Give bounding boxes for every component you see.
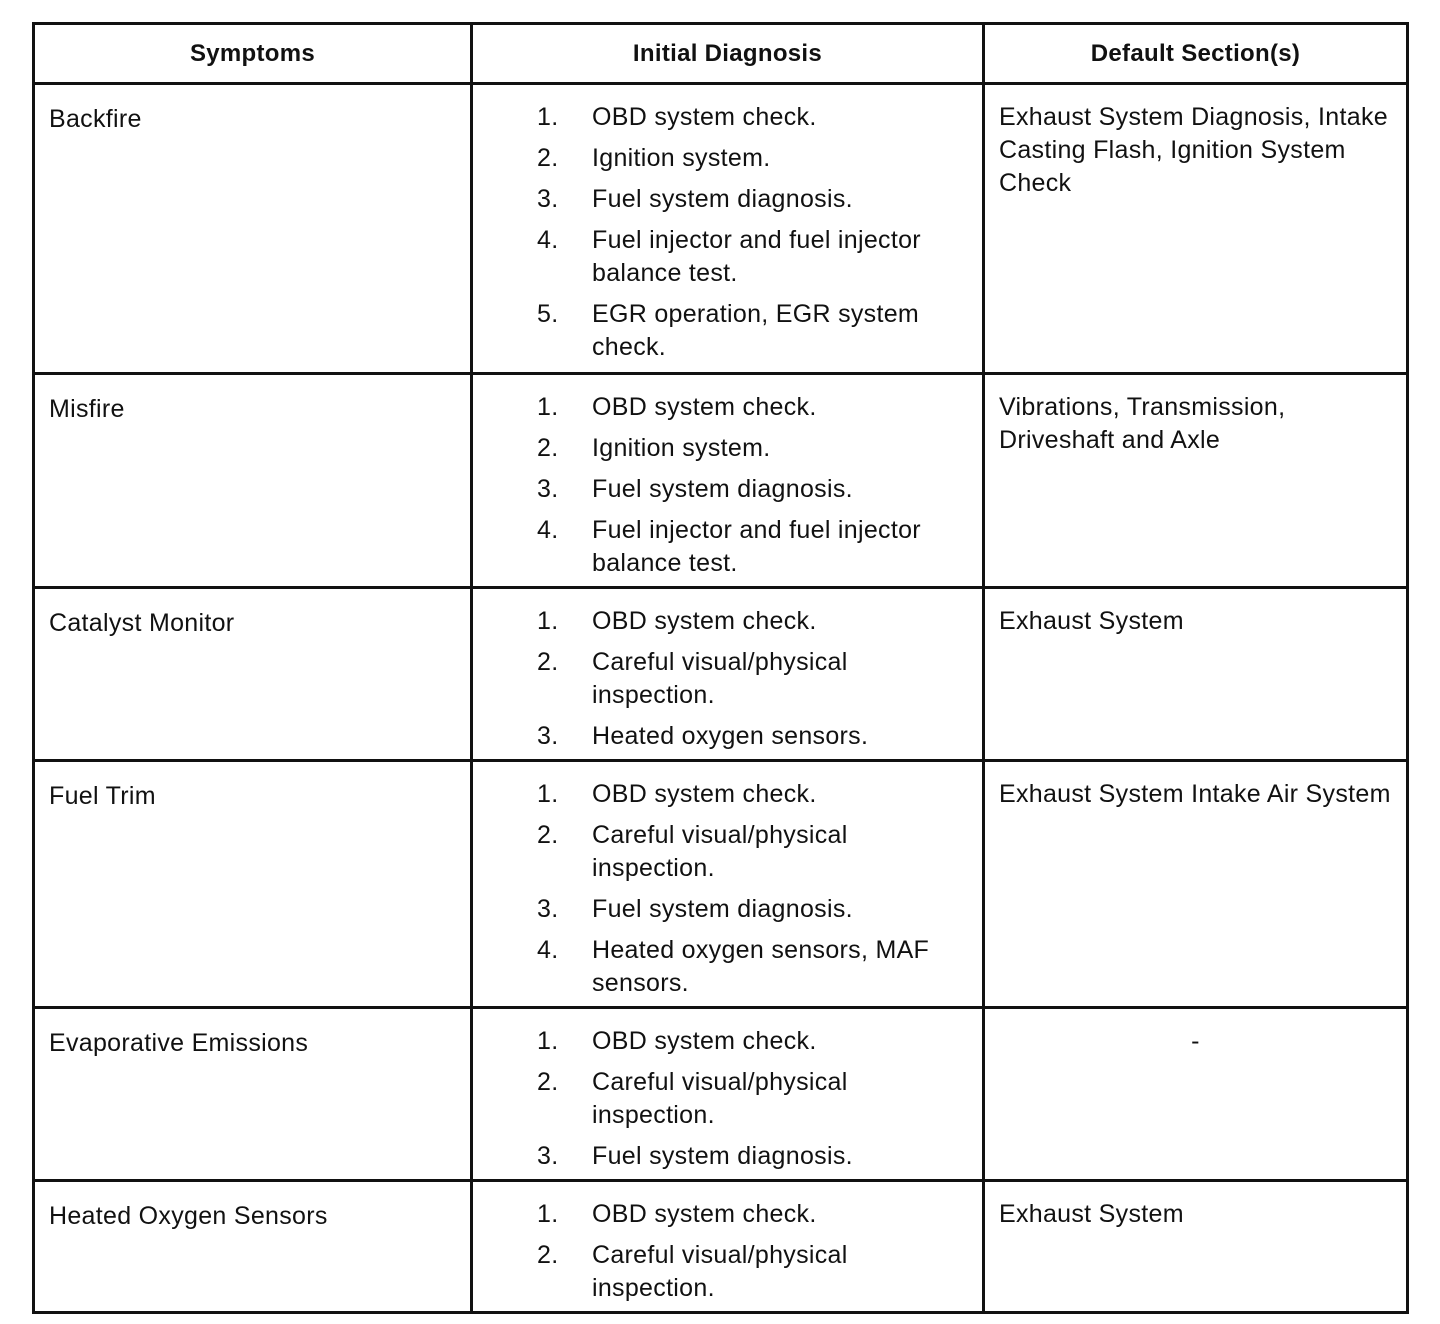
step-number: 2. [537, 821, 559, 849]
step-number: 5. [537, 300, 559, 328]
step-text: Fuel system diagnosis. [592, 185, 853, 213]
symptom-cell: Backfire [34, 84, 472, 374]
step-number: 3. [537, 1142, 559, 1170]
step-number: 2. [537, 1241, 559, 1269]
step-number: 2. [537, 434, 559, 462]
table-row [34, 761, 1408, 1008]
default-sections-cell: Exhaust System Diagnosis, Intake Casting Flash, Ignition System Check [984, 84, 1408, 374]
step-number: 1. [537, 1200, 559, 1228]
diagnosis-table [32, 22, 1409, 1314]
step-text: OBD system check. [592, 780, 817, 808]
step-text: Heated oxygen sensors. [592, 722, 869, 750]
step-text: Careful visual/physical inspection. [592, 648, 848, 709]
table-header [34, 24, 1408, 84]
diagnosis-cell [472, 761, 984, 1008]
step-number: 1. [537, 103, 559, 131]
table-row [34, 1008, 1408, 1181]
step-text: Fuel injector and fuel injector balance test. [592, 516, 921, 577]
step-number: 3. [537, 475, 559, 503]
diagnosis-step [537, 1140, 968, 1173]
diagnosis-step [537, 1198, 968, 1231]
step-text: Ignition system. [592, 434, 771, 462]
table-row [34, 588, 1408, 761]
step-number: 1. [537, 607, 559, 635]
diagnosis-cell [472, 374, 984, 588]
step-text: Ignition system. [592, 144, 771, 172]
step-text: EGR operation, EGR system check. [592, 300, 920, 361]
diagnosis-steps [487, 605, 968, 753]
diagnosis-cell [472, 84, 984, 374]
diagnosis-step [537, 514, 968, 580]
diagnosis-steps [487, 391, 968, 580]
step-text: Fuel injector and fuel injector balance test. [592, 226, 921, 287]
symptom-cell: Heated Oxygen Sensors [34, 1181, 472, 1313]
header-symptoms: Symptoms [34, 24, 472, 84]
default-sections-cell: Exhaust System [984, 1181, 1408, 1313]
step-number: 2. [537, 144, 559, 172]
diagnosis-cell [472, 588, 984, 761]
step-number: 1. [537, 780, 559, 808]
step-text: OBD system check. [592, 607, 817, 635]
table-row [34, 1181, 1408, 1313]
diagnosis-step [537, 142, 968, 175]
step-text: OBD system check. [592, 1027, 817, 1055]
step-text: OBD system check. [592, 393, 817, 421]
step-number: 4. [537, 936, 559, 964]
table-body [34, 84, 1408, 1313]
diagnosis-step [537, 298, 968, 364]
diagnosis-cell [472, 1008, 984, 1181]
diagnosis-steps [487, 1198, 968, 1305]
diagnosis-step [537, 1025, 968, 1058]
step-number: 2. [537, 1068, 559, 1096]
step-number: 1. [537, 393, 559, 421]
diagnosis-steps [487, 778, 968, 1000]
step-text: Careful visual/physical inspection. [592, 1241, 848, 1302]
step-number: 1. [537, 1027, 559, 1055]
symptom-cell: Misfire [34, 374, 472, 588]
step-text: OBD system check. [592, 1200, 817, 1228]
symptom-cell: Catalyst Monitor [34, 588, 472, 761]
diagnosis-step [537, 720, 968, 753]
diagnosis-step [537, 819, 968, 885]
diagnosis-steps [487, 101, 968, 364]
header-row [34, 24, 1408, 84]
diagnosis-step [537, 1066, 968, 1132]
step-number: 4. [537, 226, 559, 254]
diagnosis-cell [472, 1181, 984, 1313]
diagnosis-step [537, 391, 968, 424]
table-row [34, 374, 1408, 588]
header-initial-diagnosis: Initial Diagnosis [472, 24, 984, 84]
step-text: Careful visual/physical inspection. [592, 1068, 848, 1129]
step-number: 4. [537, 516, 559, 544]
default-sections-cell: Exhaust System [984, 588, 1408, 761]
step-number: 3. [537, 895, 559, 923]
diagnosis-step [537, 934, 968, 1000]
diagnosis-step [537, 473, 968, 506]
step-text: Fuel system diagnosis. [592, 895, 853, 923]
header-default-sections: Default Section(s) [984, 24, 1408, 84]
symptom-cell: Fuel Trim [34, 761, 472, 1008]
default-sections-cell: Vibrations, Transmission, Driveshaft and Axle [984, 374, 1408, 588]
step-text: Fuel system diagnosis. [592, 475, 853, 503]
diagnosis-step [537, 432, 968, 465]
step-text: OBD system check. [592, 103, 817, 131]
table-row [34, 84, 1408, 374]
step-text: Heated oxygen sensors, MAF sensors. [592, 936, 930, 997]
step-number: 3. [537, 722, 559, 750]
diagnosis-step [537, 778, 968, 811]
diagnosis-step [537, 183, 968, 216]
diagnosis-step [537, 224, 968, 290]
diagnosis-step [537, 646, 968, 712]
diagnosis-step [537, 101, 968, 134]
diagnosis-steps [487, 1025, 968, 1173]
symptom-cell: Evaporative Emissions [34, 1008, 472, 1181]
diagnosis-step [537, 893, 968, 926]
default-sections-cell: Exhaust System Intake Air System [984, 761, 1408, 1008]
diagnosis-step [537, 605, 968, 638]
step-text: Fuel system diagnosis. [592, 1142, 853, 1170]
step-number: 2. [537, 648, 559, 676]
default-sections-cell: - [984, 1008, 1408, 1181]
step-number: 3. [537, 185, 559, 213]
diagnosis-step [537, 1239, 968, 1305]
step-text: Careful visual/physical inspection. [592, 821, 848, 882]
